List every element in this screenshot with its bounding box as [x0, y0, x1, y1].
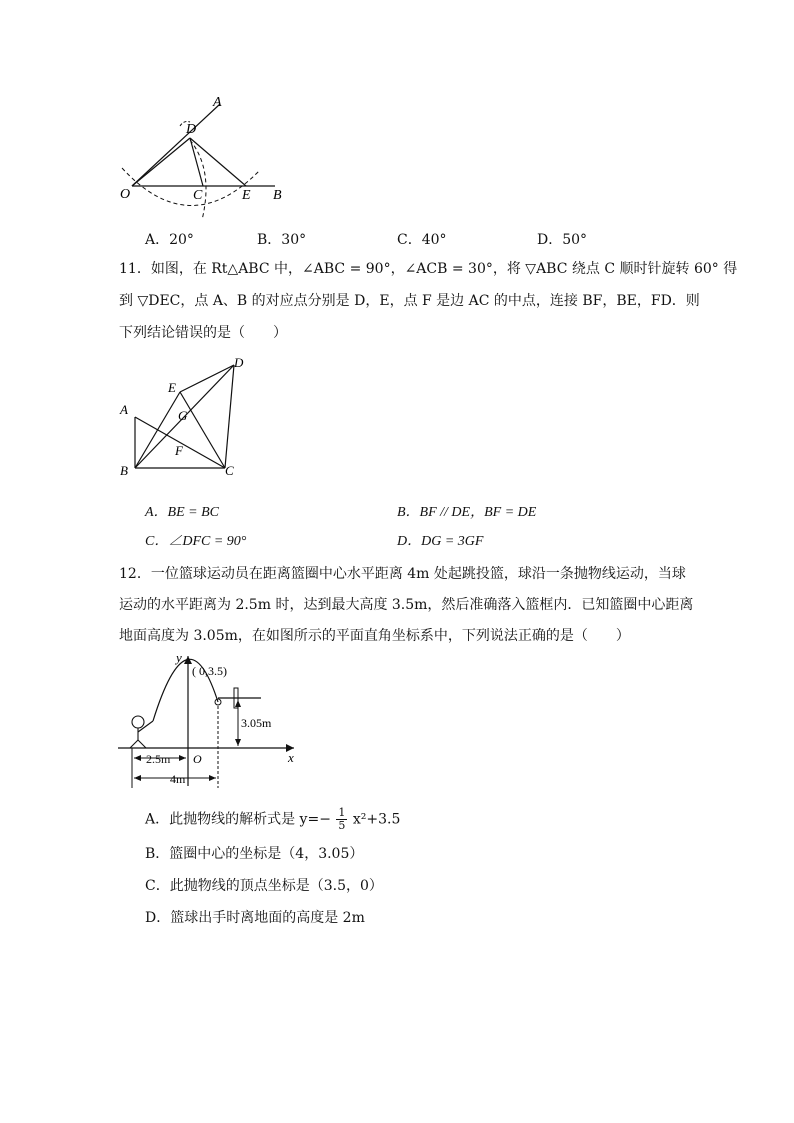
q11-stem-line2: 到 ▽DEC，点 A、B 的对应点分别是 D，E，点 F 是边 AC 的中点，连接 BF，BE，FD．则	[119, 293, 700, 309]
q10-label-e: E	[242, 188, 251, 203]
q10-label-d: D	[186, 122, 197, 137]
q10-label-a: A	[213, 95, 222, 110]
q11-option-a[interactable]: A．BE = BC	[145, 505, 219, 520]
q10-label-o: O	[120, 187, 131, 202]
q12-vertex-label: ( 0,3.5)	[192, 664, 227, 678]
q12-origin-label: O	[193, 752, 202, 766]
q11-label-b: B	[120, 463, 128, 478]
q12-option-a-numerator: 1	[338, 806, 346, 819]
q10-option-a[interactable]: A．20°	[145, 232, 194, 248]
q11-label-g: G	[178, 408, 188, 423]
q12-option-a-prefix: A．此抛物线的解析式是 y=−	[145, 811, 331, 828]
q10-option-b[interactable]: B．30°	[257, 232, 307, 248]
q12-figure	[118, 648, 308, 788]
q10-figure	[110, 92, 310, 222]
q11-option-d[interactable]: D．DG = 3GF	[397, 534, 484, 549]
q12-height-label: 3.05m	[241, 716, 272, 730]
q12-option-a-suffix: x²+3.5	[352, 811, 401, 828]
q12-stem-line2: 运动的水平距离为 2.5m 时，达到最大高度 3.5m，然后准确落入篮框内．已知篮圈中心距离	[119, 597, 694, 613]
q10-option-d[interactable]: D．50°	[537, 232, 588, 248]
q11-stem-line1: 11．如图，在 Rt△ABC 中，∠ABC = 90°，∠ACB = 30°，将 ▽ABC 绕点 C 顺时针旋转 60° 得	[119, 261, 738, 277]
q12-option-d[interactable]: D．篮球出手时离地面的高度是 2m	[145, 910, 365, 926]
q11-stem-line3: 下列结论错误的是（ ）	[119, 325, 287, 341]
q11-option-c[interactable]: C．∠DFC = 90°	[145, 534, 247, 549]
q10-option-c[interactable]: C．40°	[397, 232, 447, 248]
q12-option-b[interactable]: B．篮圈中心的坐标是（4，3.05）	[145, 846, 364, 862]
q12-dist-4-label: 4m	[170, 772, 186, 786]
q12-axis-x-label: x	[288, 750, 294, 765]
q11-label-c: C	[225, 463, 234, 478]
q12-option-a[interactable]	[145, 807, 400, 832]
q12-option-a-denominator: 5	[338, 819, 346, 832]
q11-figure	[112, 350, 262, 480]
q11-label-e: E	[168, 380, 176, 395]
q12-option-c[interactable]: C．此抛物线的顶点坐标是（3.5，0）	[145, 878, 383, 894]
q12-stem-line1: 12．一位篮球运动员在距离篮圈中心水平距离 4m 处起跳投篮，球沿一条抛物线运动，当球	[119, 566, 686, 582]
q11-option-b[interactable]: B．BF // DE，BF = DE	[397, 505, 537, 520]
q11-label-d: D	[234, 355, 244, 370]
q11-label-a: A	[120, 402, 128, 417]
q10-label-b: B	[273, 188, 282, 203]
q12-option-a-fraction	[336, 807, 347, 832]
q12-dist-2-5-label: 2.5m	[146, 752, 171, 766]
q11-label-f: F	[175, 443, 183, 458]
q12-axis-y-label: y	[176, 650, 182, 665]
q10-label-c: C	[193, 188, 203, 203]
q12-stem-line3: 地面高度为 3.05m，在如图所示的平面直角坐标系中，下列说法正确的是（ ）	[119, 628, 630, 644]
